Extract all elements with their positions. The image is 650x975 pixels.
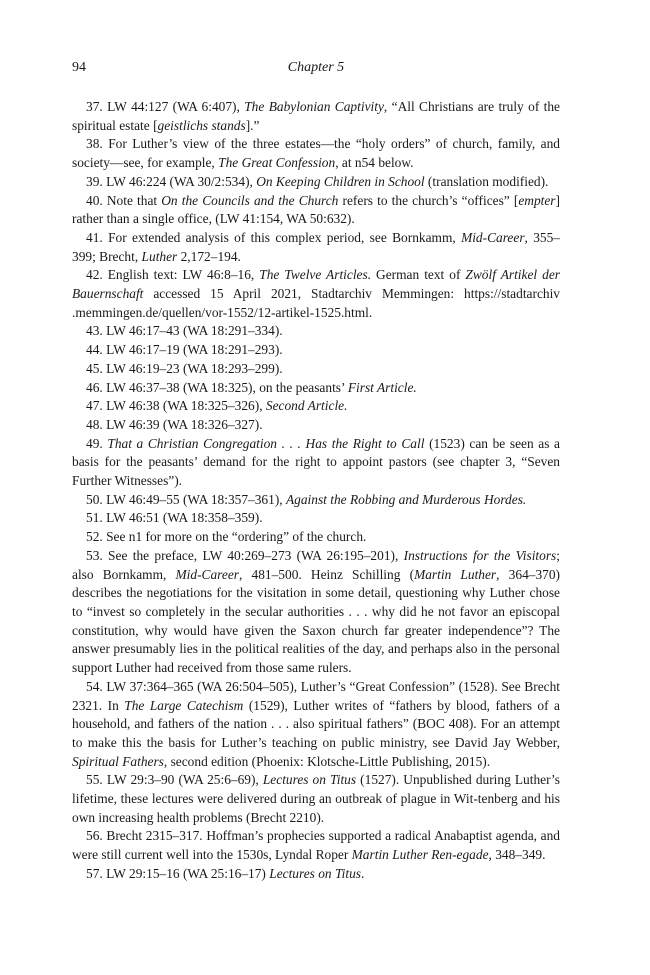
- endnote-text: , 348–349.: [488, 847, 546, 863]
- endnote-text: 57. LW 29:15–16 (WA 25:16–17): [86, 865, 270, 881]
- endnote: [72, 827, 560, 864]
- endnote-italic-title: Martin Luther Ren-egade: [351, 847, 489, 863]
- book-page: [72, 60, 560, 884]
- endnote-italic-title: geistlichs stands: [157, 117, 246, 133]
- page-header: [72, 60, 560, 82]
- endnote-italic-title: First Article.: [347, 379, 417, 395]
- endnote: [72, 360, 560, 379]
- endnote-text: (1527). Unpublished during Luther’s lifetime, these lectures were delivered during an outbreak of plague in Wit-tenberg and his own increasing health problems (Brecht 2210).: [72, 772, 560, 825]
- endnote-italic-title: Mid-Career: [461, 229, 525, 245]
- endnote: [72, 771, 560, 827]
- endnote: [72, 266, 560, 322]
- endnote-text: , 481–500. Heinz Schilling (: [239, 566, 415, 582]
- endnote-text: 54. LW 37:364–365 (WA 26:504–505), Luther’s “Great Confession” (1528). See Brecht 2321. In: [72, 678, 560, 713]
- endnote-italic-title: The Twelve Articles.: [259, 267, 372, 283]
- endnote: [72, 528, 560, 547]
- endnote-text: accessed 15 April 2021, Stadtarchiv Memmingen: https://stadtarchiv .memmingen.de/quellen/vor-1552/12-artikel-1525.html.: [72, 286, 560, 320]
- endnote-text: 38. For Luther’s view of the three estates—the “holy orders” of church, family, and society—see, for example,: [72, 136, 560, 171]
- endnote-text: 49.: [86, 435, 108, 451]
- endnote-italic-title: On Keeping Children in School: [256, 173, 425, 189]
- endnote-text: (1523) can be seen as a basis for the peasants’ demand for the right to appoint pastors (see chapter 3, “Seven Further Witnesses”).: [72, 435, 560, 489]
- endnote-text: 43. LW 46:17–43 (WA 18:291–334).: [86, 323, 283, 339]
- endnote-text: 44. LW 46:17–19 (WA 18:291–293).: [86, 342, 283, 358]
- endnote-text: , second edition (Phoenix: Klotsche-Little Publishing, 2015).: [163, 753, 491, 769]
- endnote: [72, 98, 560, 135]
- endnote-text: 2,172–194.: [177, 248, 241, 264]
- endnote: [72, 322, 560, 341]
- endnote-text: 40. Note that: [86, 192, 162, 208]
- endnote-text: 45. LW 46:19–23 (WA 18:293–299).: [86, 360, 283, 376]
- endnote-italic-title: Luther: [141, 248, 178, 264]
- endnote: [72, 678, 560, 772]
- endnote-text: (1529), Luther writes of “fathers by blood, fathers of a household, and fathers of the nation . . . also spiritual fathers” (BOC 408). For an attempt to make this the basis for Luther’s teaching on public ministry, see David Jay Webber,: [72, 697, 560, 750]
- endnote-italic-title: Second Article.: [265, 398, 348, 414]
- endnote: [72, 435, 560, 491]
- endnote-italic-title: Lectures on Titus: [262, 772, 357, 788]
- endnote-italic-title: Against the Robbing and Murderous Hordes.: [285, 491, 527, 507]
- endnote-text: 53. See the preface, LW 40:269–273 (WA 26:195–201),: [86, 547, 404, 563]
- endnote: [72, 229, 560, 266]
- endnote-text: German text of: [371, 267, 466, 283]
- endnote-text: 55. LW 29:3–90 (WA 25:6–69),: [86, 772, 263, 788]
- endnote-italic-title: Zwölf Artikel der Bauernschaft: [72, 267, 560, 302]
- endnote: [72, 416, 560, 435]
- endnote-text: 37. LW 44:127 (WA 6:407),: [86, 99, 245, 114]
- running-head: Chapter 5: [287, 60, 345, 75]
- endnote: [72, 192, 560, 229]
- endnote: [72, 397, 560, 416]
- endnote-italic-title: The Large Catechism: [124, 697, 244, 713]
- endnote-text: ; also Bornkamm,: [72, 547, 560, 582]
- endnote-text: 47. LW 46:38 (WA 18:325–326),: [86, 398, 266, 414]
- endnote-italic-title: The Great Confession: [218, 155, 336, 171]
- endnote-italic-title: The Babylonian Captivity: [244, 99, 384, 114]
- endnote-text: ] rather than a single office, (LW 41:154, WA 50:632).: [72, 192, 560, 227]
- endnote-italic-title: That a Christian Congregation . . . Has the Right to Call: [107, 435, 425, 451]
- endnote-text: , “All Christians are truly of the spiritual estate [: [72, 99, 561, 133]
- endnote-text: .: [361, 865, 365, 881]
- endnote-italic-title: Martin Luther: [414, 566, 497, 582]
- endnote: [72, 379, 560, 398]
- endnote-text: 46. LW 46:37–38 (WA 18:325), on the peasants’: [86, 379, 348, 395]
- page-number: 94: [72, 60, 86, 75]
- endnote-italic-title: Lectures on Titus: [269, 865, 362, 881]
- endnote-italic-title: On the Councils and the Church: [161, 192, 339, 208]
- endnote: [72, 135, 560, 172]
- endnote-text: 41. For extended analysis of this complex period, see Bornkamm,: [86, 229, 462, 245]
- endnote-italic-title: Instructions for the Visitors: [403, 547, 557, 563]
- endnote: [72, 547, 560, 678]
- endnote: [72, 491, 560, 510]
- endnote: [72, 173, 560, 192]
- endnote-text: refers to the church’s “offices” [: [338, 192, 519, 208]
- endnote: [72, 865, 560, 884]
- endnote-text: , at n54 below.: [335, 155, 414, 171]
- endnote-italic-title: Spiritual Fathers: [72, 753, 164, 769]
- endnote-text: , 355–399; Brecht,: [72, 229, 560, 264]
- endnote: [72, 509, 560, 528]
- endnote: [72, 341, 560, 360]
- endnote-text: 52. See n1 for more on the “ordering” of the church.: [86, 529, 367, 545]
- endnote-text: 56. Brecht 2315–317. Hoffman’s prophecies supported a radical Anabaptist agenda, and were still current well into the 1530s, Lyndal Roper: [72, 828, 560, 863]
- endnote-text: , 364–370) describes the negotiations for the visitation in some detail, questioning why Luther chose to “invest so completely in the secular authorities . . . why did he not favor an episcopal constitution, why would have given the Saxon church far greater independence”? The answer presumably lies in the political realities of the day, and perhaps also in the personal support Luther had received from those same rulers.: [72, 566, 561, 676]
- endnote-text: 48. LW 46:39 (WA 18:326–327).: [86, 416, 263, 432]
- endnote-text: 42. English text: LW 46:8–16,: [86, 267, 260, 283]
- endnote-text: 51. LW 46:51 (WA 18:358–359).: [86, 510, 263, 526]
- endnotes-list: [72, 98, 560, 884]
- endnote-text: 39. LW 46:224 (WA 30/2:534),: [86, 173, 257, 189]
- endnote-italic-title: Mid-Career: [175, 566, 239, 582]
- endnote-text: ].”: [245, 117, 260, 133]
- endnote-text: 50. LW 46:49–55 (WA 18:357–361),: [86, 491, 286, 507]
- endnote-italic-title: empter: [518, 192, 556, 208]
- endnote-text: (translation modified).: [424, 173, 549, 189]
